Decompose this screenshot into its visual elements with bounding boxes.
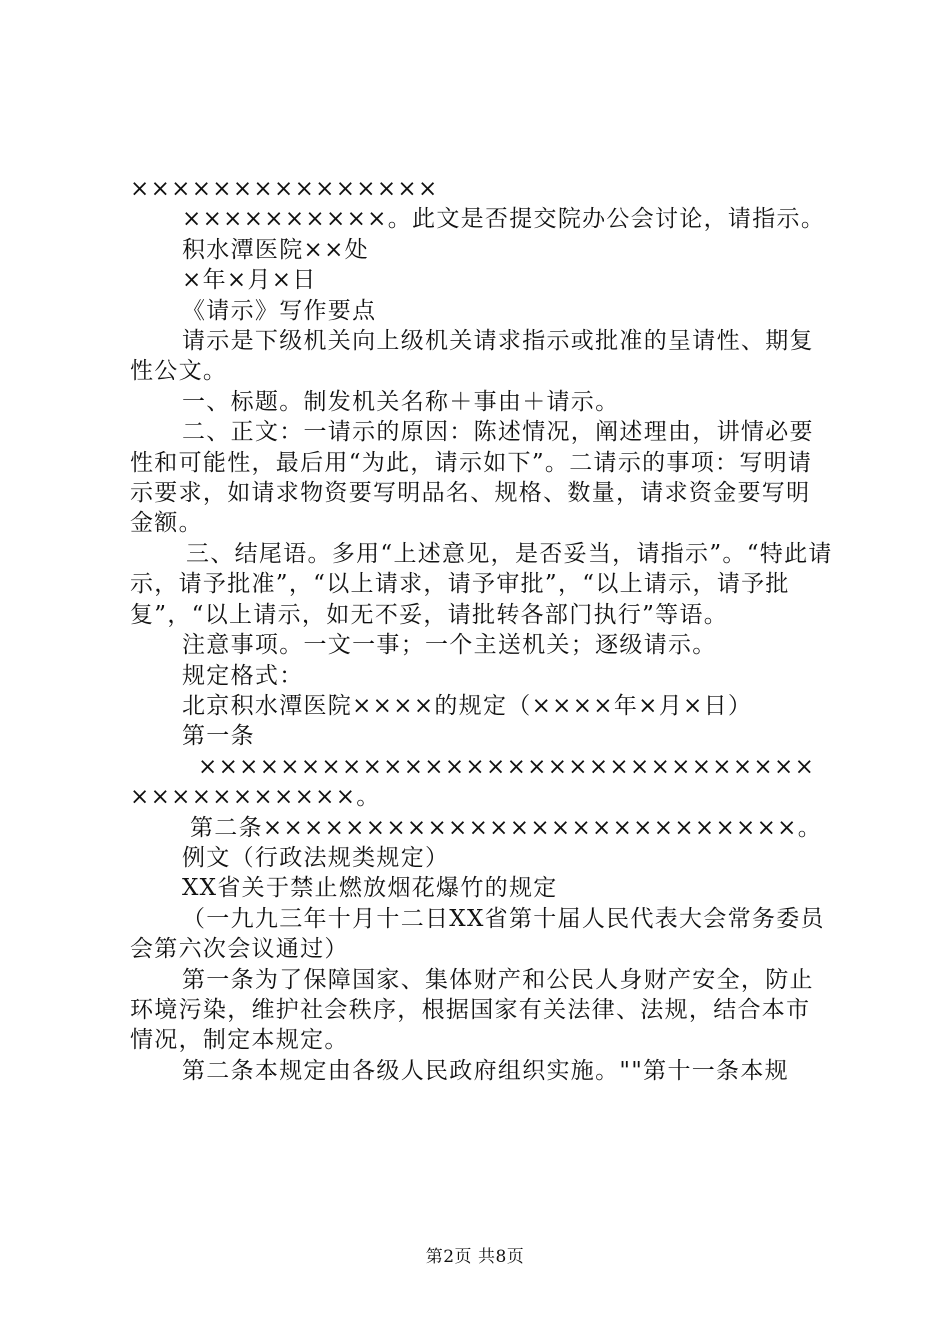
definition-paragraph: 请示是下级机关向上级机关请求指示或批准的呈请性、期复性公文。 — [130, 328, 814, 385]
point-body: 二、正文：一请示的原因：陈述情况，阐述理由，讲情必要性和可能性，最后用“为此，请示如下”。二请示的事项：写明请示要求，如请求物资要写明品名、规格、数量，请求资金要写明金额。 — [130, 419, 814, 537]
format-heading: 规定格式： — [182, 662, 304, 689]
example-adoption-note: （一九九三年十月十二日XX省第十届人民代表大会常务委员会第六次会议通过） — [130, 905, 825, 963]
section-heading: 《请示》写作要点 — [182, 297, 377, 324]
placeholder-line: ××××××××××××××× — [130, 176, 439, 202]
notes-paragraph: 注意事项。一文一事；一个主送机关；逐级请示。 — [182, 632, 717, 659]
request-closing-paragraph: ××××××××××。此文是否提交院办公会讨论，请指示。 — [182, 206, 826, 233]
document-body — [130, 174, 834, 1086]
article-one-heading: 第一条 — [182, 723, 255, 750]
article-one-body: ×××××××××××××××××××××××××××××××××××××××××。 — [130, 753, 816, 811]
article-two: 第二条××××××××××××××××××××××××××。 — [190, 814, 823, 841]
point-closing: 三、结尾语。多用“上述意见，是否妥当，请指示”。“特此请示，请予批准”，“以上请求，请予审批”，“以上请示，请予批复”，“以上请示，如无不妥，请批转各部门执行”等语。 — [130, 540, 833, 628]
example-article-two: 第二条本规定由各级人民政府组织实施。""第十一条本规 — [182, 1057, 789, 1084]
signature-org: 积水潭医院××处 — [182, 236, 369, 263]
format-title: 北京积水潭医院××××的规定（××××年×月×日） — [182, 692, 753, 719]
signature-date: ×年×月×日 — [182, 267, 317, 294]
example-article-one: 第一条为了保障国家、集体财产和公民人身财产安全，防止环境污染，维护社会秩序，根据国家有关法律、法规，结合本市情况，制定本规定。 — [130, 966, 814, 1054]
example-title: XX省关于禁止燃放烟花爆竹的规定 — [182, 875, 558, 902]
page-number: 第2页 共8页 — [425, 1247, 525, 1267]
example-heading: 例文（行政法规类规定） — [182, 844, 450, 871]
point-title: 一、标题。制发机关名称＋事由＋请示。 — [182, 388, 620, 415]
